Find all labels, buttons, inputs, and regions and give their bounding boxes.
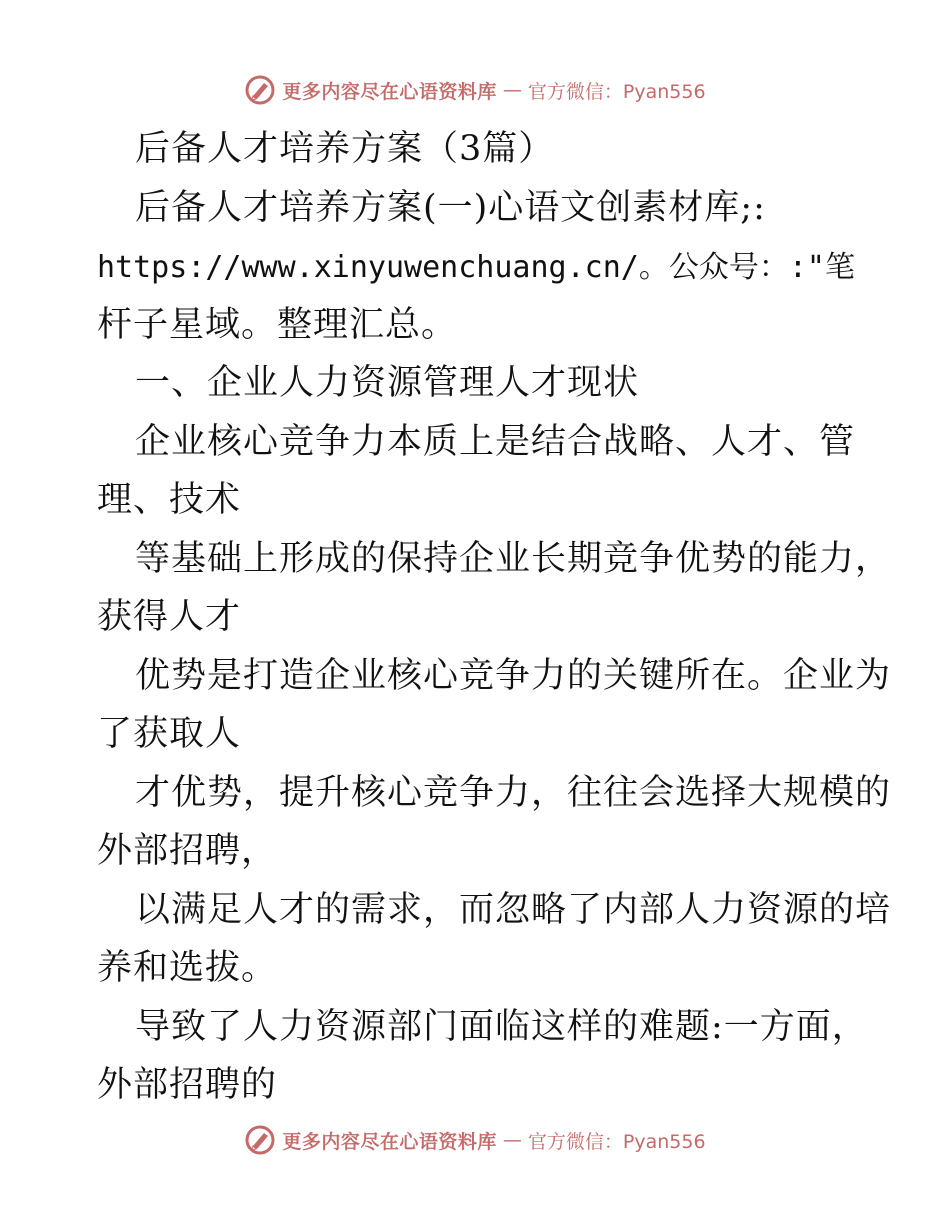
pen-logo-icon <box>244 1124 276 1156</box>
paragraph-line: 以满足人才的需求，而忽略了内部人力资源的培 <box>135 889 892 930</box>
paragraph-line: 外部招聘的 <box>97 1065 278 1105</box>
paragraph-line: 杆子星域。整理汇总。 <box>97 304 458 345</box>
paragraph-line: 等基础上形成的保持企业长期竞争优势的能力， <box>135 538 892 579</box>
document-title: 后备人才培养方案（3篇） <box>135 129 555 169</box>
paragraph-line: 优势是打造企业核心竞争力的关键所在。企业为 <box>135 655 892 696</box>
paragraph-line: 企业核心竞争力本质上是结合战略、人才、管 <box>135 421 856 462</box>
paragraph-line: 导致了人力资源部门面临这样的难题:一方面， <box>135 1006 868 1047</box>
paragraph-line: 理、技术 <box>97 480 242 520</box>
pen-logo-icon <box>244 74 276 106</box>
section-heading: 后备人才培养方案(一)心语文创素材库;: <box>135 187 766 228</box>
paragraph-line: 了获取人 <box>97 714 242 754</box>
watermark-text: 更多内容尽在心语资料库 <box>282 1130 497 1153</box>
watermark-text: 更多内容尽在心语资料库 <box>282 80 497 103</box>
paragraph-line: 养和选拔。 <box>97 948 278 988</box>
header-watermark <box>0 70 950 110</box>
watermark-wechat: 官方微信：Pyan556 <box>527 80 706 103</box>
watermark-wechat: 官方微信：Pyan556 <box>527 1130 706 1153</box>
subheading: 一、企业人力资源管理人才现状 <box>135 363 640 403</box>
paragraph-line: 获得人才 <box>97 597 242 637</box>
paragraph-line <box>97 237 857 296</box>
paragraph-line: 外部招聘， <box>97 831 278 871</box>
watermark-dash: — <box>502 79 522 101</box>
paragraph-line: 才优势，提升核心竞争力，往往会选择大规模的 <box>135 772 892 813</box>
footer-watermark <box>0 1120 950 1160</box>
watermark-dash: — <box>502 1129 522 1151</box>
document-body <box>97 120 892 1115</box>
url-text: https://www.xinyuwenchuang.cn/。公众号：:"笔 <box>97 250 855 285</box>
